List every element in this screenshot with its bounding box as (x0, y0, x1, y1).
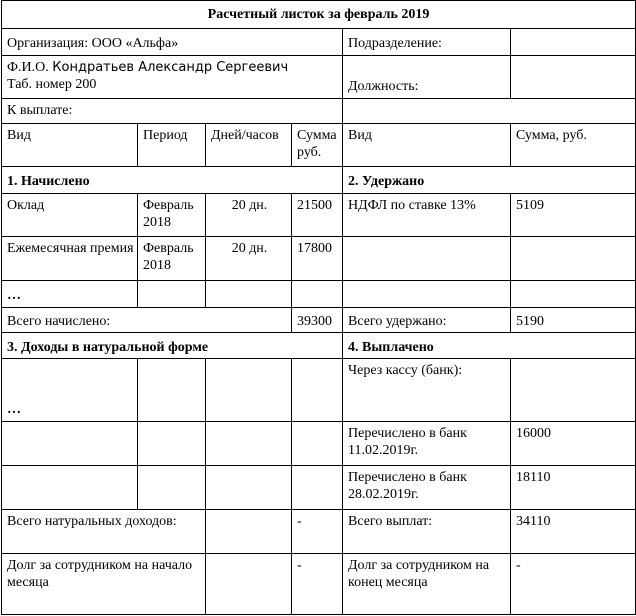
header-period: Период (138, 124, 206, 167)
debt-end-value: - (511, 554, 636, 615)
paid-total-label: Всего выплат: (343, 510, 511, 554)
withheld-empty-sum (511, 237, 636, 281)
empty-cell (343, 281, 511, 308)
total-accrued-label: Всего начислено: (2, 308, 292, 333)
to-pay-label: К выплате: (2, 99, 343, 124)
payslip-table (1, 0, 636, 615)
position-label: Должность: (343, 56, 511, 99)
to-pay-value (343, 99, 636, 124)
paid-sum: 18110 (511, 466, 636, 510)
accrued-sum: 21500 (292, 194, 343, 237)
empty-cell (138, 359, 206, 422)
debt-start-label: Долг за сотрудником на начало месяца (2, 554, 206, 615)
withheld-sum: 5109 (511, 194, 636, 237)
header-kind: Вид (2, 124, 138, 167)
paid-kind: Перечислено в банк 11.02.2019г. (343, 422, 511, 466)
total-withheld-label: Всего удержано: (343, 308, 511, 333)
organization-value: ООО «Альфа» (91, 36, 179, 51)
empty-cell (138, 466, 206, 510)
total-accrued-value: 39300 (292, 308, 343, 333)
fio-value: Кондратьев Александр Сергеевич (52, 60, 289, 75)
empty-cell (206, 510, 292, 554)
empty-cell (206, 359, 292, 422)
section-accrued: 1. Начислено (2, 167, 343, 194)
header-kind-right: Вид (343, 124, 511, 167)
paid-sum: 16000 (511, 422, 636, 466)
accrued-ellipsis: … (2, 281, 138, 308)
header-days: Дней/часов (206, 124, 292, 167)
paid-total-value: 34110 (511, 510, 636, 554)
empty-cell (206, 554, 292, 615)
tab-number-label: Таб. номер (7, 77, 72, 92)
paid-sum (511, 359, 636, 422)
accrued-sum: 17800 (292, 237, 343, 281)
fio-label: Ф.И.О. (7, 60, 49, 75)
empty-cell (2, 422, 138, 466)
empty-cell (292, 466, 343, 510)
empty-cell (511, 281, 636, 308)
debt-end-label: Долг за сотрудником на конец месяца (343, 554, 511, 615)
empty-cell (2, 466, 138, 510)
withheld-kind: НДФЛ по ставке 13% (343, 194, 511, 237)
accrued-days: 20 дн. (206, 237, 292, 281)
tab-number-value: 200 (75, 77, 97, 92)
accrued-kind: Ежемесячная премия (2, 237, 138, 281)
department-label: Подразделение: (343, 29, 511, 56)
paid-kind: Через кассу (банк): (343, 359, 511, 422)
organization-cell (2, 29, 343, 56)
department-value (511, 29, 636, 56)
total-withheld-value: 5190 (511, 308, 636, 333)
empty-cell (138, 281, 206, 308)
accrued-days: 20 дн. (206, 194, 292, 237)
accrued-period: Февраль 2018 (138, 237, 206, 281)
natural-ellipsis: … (2, 359, 138, 422)
employee-cell (2, 56, 343, 99)
empty-cell (138, 422, 206, 466)
section-natural: 3. Доходы в натуральной форме (2, 333, 343, 359)
payslip-title: Расчетный листок за февраль 2019 (2, 1, 636, 29)
empty-cell (292, 422, 343, 466)
debt-start-value: - (292, 554, 343, 615)
empty-cell (206, 422, 292, 466)
section-paid: 4. Выплачено (343, 333, 636, 359)
empty-cell (292, 359, 343, 422)
header-sum: Сумма руб. (292, 124, 343, 167)
empty-cell (206, 466, 292, 510)
header-sum-right: Сумма, руб. (511, 124, 636, 167)
natural-total-label: Всего натуральных доходов: (2, 510, 206, 554)
organization-label: Организация: (7, 36, 89, 51)
position-value (511, 56, 636, 99)
section-withheld: 2. Удержано (343, 167, 636, 194)
accrued-period: Февраль 2018 (138, 194, 206, 237)
natural-total-value: - (292, 510, 343, 554)
empty-cell (206, 281, 292, 308)
paid-kind: Перечислено в банк 28.02.2019г. (343, 466, 511, 510)
empty-cell (292, 281, 343, 308)
accrued-kind: Оклад (2, 194, 138, 237)
withheld-empty-kind (343, 237, 511, 281)
